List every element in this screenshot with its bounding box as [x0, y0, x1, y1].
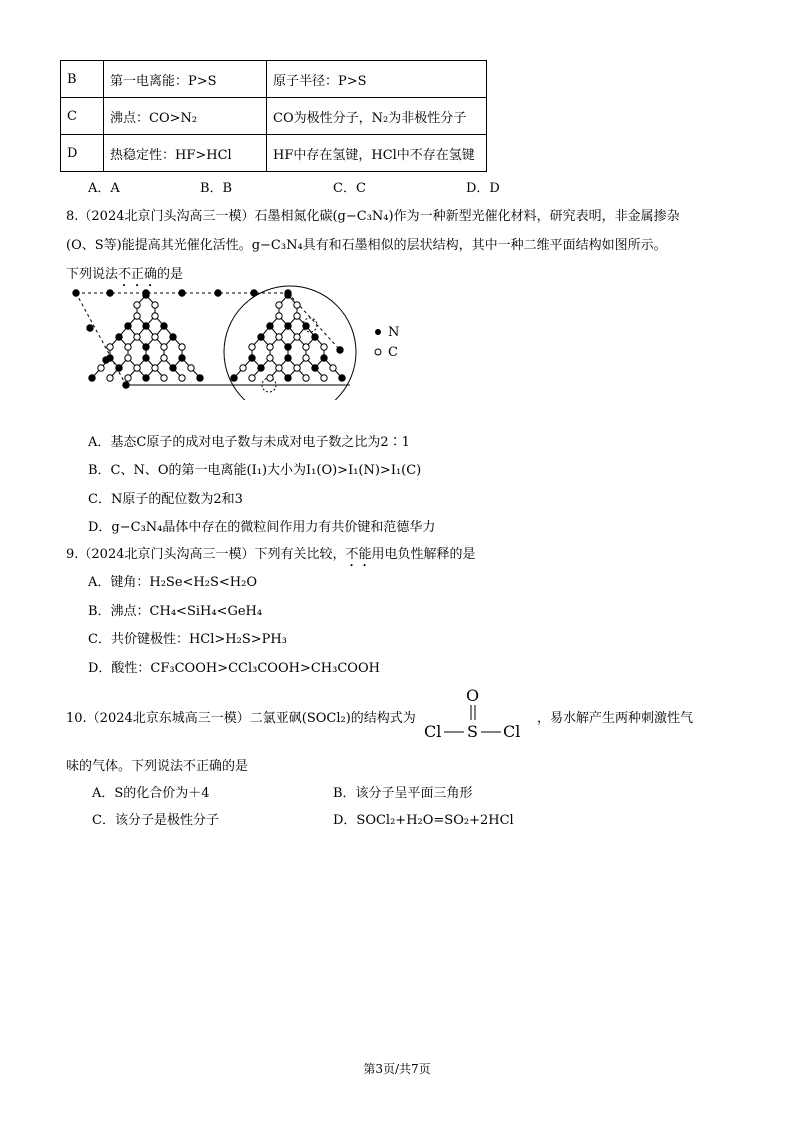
q10-option-c: C．该分子是极性分子: [92, 813, 219, 828]
nitrogen-atom: [116, 334, 122, 340]
q10-stem-part3: 味的气体。下列说法不正确的是: [66, 759, 249, 774]
carbon-atom: [107, 344, 113, 350]
nitrogen-atom: [337, 347, 343, 353]
carbon-atom: [125, 355, 131, 361]
carbon-atom: [161, 355, 167, 361]
nitrogen-atom: [143, 355, 149, 361]
nitrogen-atom: [123, 382, 129, 388]
nitrogen-atom: [285, 344, 291, 350]
carbon-atom: [179, 344, 185, 350]
nitrogen-atom: [303, 323, 309, 329]
q8-stem-post: 的是: [157, 267, 184, 282]
nitrogen-atom: [116, 365, 122, 371]
q10-option-a: A．S的化合价为＋4: [92, 786, 210, 801]
table-cell: CO为极性分子，N₂为非极性分子: [267, 98, 487, 135]
carbon-atom: [134, 365, 140, 371]
q8-option-c: C．N原子的配位数为2和3: [88, 492, 243, 507]
q8-stem-line2: (O、S等)能提高其光催化活性。g−C₃N₄具有和石墨相似的层状结构，其中一种二维平面结构如图所示。: [66, 238, 667, 253]
nitrogen-atom: [285, 323, 291, 329]
q10-option-d: D．SOCl₂+H₂O=SO₂+2HCl: [333, 813, 514, 828]
carbon-atom: [134, 313, 140, 319]
carbon-atom: [267, 355, 273, 361]
table-row: [61, 98, 487, 135]
carbon-atom: [294, 334, 300, 340]
nitrogen-atom: [231, 375, 237, 381]
carbon-atom: [188, 365, 194, 371]
page-footer: 第3页/共7页: [363, 1062, 431, 1076]
carbon-atom: [152, 313, 158, 319]
carbon-atom: [294, 302, 300, 308]
q8-option-a: A．基态C原子的成对电子数与未成对电子数之比为2∶1: [88, 435, 410, 450]
carbon-atom: [276, 302, 282, 308]
q9-stem-pre: 9.（2024北京门头沟高三一模）下列有关比较，: [66, 547, 346, 562]
q9-stem-post: 用电负性解释的是: [371, 547, 476, 562]
g-c3n4-structure-diagram: [60, 280, 420, 400]
carbon-atom: [161, 344, 167, 350]
nitrogen-atom: [312, 334, 318, 340]
legend-c-icon: [375, 349, 381, 355]
carbon-atom: [161, 375, 167, 381]
table-cell: B: [61, 61, 104, 98]
carbon-atom: [330, 365, 336, 371]
carbon-atom: [303, 355, 309, 361]
carbon-atom: [249, 375, 255, 381]
carbon-atom: [267, 375, 273, 381]
table-cell: 第一电离能：P>S: [104, 61, 267, 98]
nitrogen-atom: [312, 365, 318, 371]
nitrogen-atom: [143, 290, 149, 296]
q9-stem-emphasis: 不能: [345, 547, 372, 562]
carbon-atom: [267, 344, 273, 350]
nitrogen-atom: [143, 375, 149, 381]
q8-stem-emphasis: 不正确: [118, 267, 158, 282]
struct-cl-left: Cl: [424, 722, 442, 741]
nitrogen-atom: [125, 323, 131, 329]
carbon-atom: [107, 375, 113, 381]
nitrogen-atom: [179, 355, 185, 361]
table-cell: 热稳定性：HF>HCl: [104, 135, 267, 172]
carbon-atom: [276, 334, 282, 340]
nitrogen-atom: [170, 365, 176, 371]
struct-o: O: [466, 686, 480, 705]
nitrogen-atom: [143, 323, 149, 329]
q7-answer-a: A．A: [88, 181, 120, 196]
q7-answer-c: C．C: [333, 181, 366, 196]
q10-stem-part1: 10.（2024北京东城高三一模）二氯亚砜(SOCl₂)的结构式为: [66, 711, 416, 726]
nitrogen-atom: [89, 375, 95, 381]
carbon-atom: [152, 334, 158, 340]
carbon-atom: [125, 344, 131, 350]
nitrogen-atom: [87, 325, 93, 331]
carbon-atom: [276, 313, 282, 319]
nitrogen-atom: [107, 290, 113, 296]
nitrogen-atom: [215, 290, 221, 296]
nitrogen-atom: [170, 334, 176, 340]
q9-option-d: D．酸性：CF₃COOH>CCl₃COOH>CH₃COOH: [88, 661, 380, 676]
nitrogen-atom: [339, 375, 345, 381]
q8-stem-line1: 8.（2024北京门头沟高三一模）石墨相氮化碳(g−C₃N₄)作为一种新型光催化材料，研究表明，非金属掺杂: [66, 209, 680, 224]
carbon-atom: [276, 365, 282, 371]
nitrogen-atom: [285, 375, 291, 381]
carbon-atom: [125, 375, 131, 381]
legend-n-icon: [375, 329, 381, 335]
nitrogen-atom: [285, 355, 291, 361]
struct-s: S: [467, 722, 478, 741]
carbon-atom: [321, 344, 327, 350]
table-cell: 沸点：CO>N₂: [104, 98, 267, 135]
carbon-atom: [134, 334, 140, 340]
magnified-region-circle: [224, 286, 356, 400]
nitrogen-atom: [161, 323, 167, 329]
nitrogen-atom: [258, 334, 264, 340]
nitrogen-atom: [251, 290, 257, 296]
q9-option-c: C．共价键极性：HCl>H₂S>PH₃: [88, 632, 287, 647]
nitrogen-atom: [179, 290, 185, 296]
q9-option-a: A．键角：H₂Se<H₂S<H₂O: [88, 575, 257, 590]
nitrogen-atom: [197, 375, 203, 381]
q10-stem-part2: ，易水解产生两种刺激性气: [537, 711, 694, 726]
nitrogen-atom: [143, 344, 149, 350]
q7-options-table: [60, 60, 487, 172]
q9-stem: [66, 543, 476, 570]
carbon-atom: [179, 375, 185, 381]
struct-cl-right: Cl: [503, 722, 521, 741]
carbon-atom: [249, 344, 255, 350]
table-row: [61, 61, 487, 98]
q10-option-b: B．该分子呈平面三角形: [333, 786, 473, 801]
carbon-atom: [152, 365, 158, 371]
table-cell: HF中存在氢键，HCl中不存在氢键: [267, 135, 487, 172]
carbon-atom: [303, 344, 309, 350]
q9-option-b: B．沸点：CH₄<SiH₄<GeH₄: [88, 604, 263, 619]
q8-option-b: B．C、N、O的第一电离能(I₁)大小为I₁(O)>I₁(N)>I₁(C): [88, 463, 422, 478]
carbon-atom: [294, 365, 300, 371]
q8-option-d: D．g−C₃N₄晶体中存在的微粒间作用力有共价键和范德华力: [88, 520, 436, 535]
nitrogen-atom: [321, 355, 327, 361]
table-row: [61, 135, 487, 172]
legend-c-label: C: [388, 345, 398, 360]
nitrogen-atom: [73, 290, 79, 296]
socl2-structure-formula: [420, 684, 530, 744]
q7-answer-d: D．D: [466, 181, 500, 196]
nitrogen-atom: [267, 323, 273, 329]
nitrogen-atom: [103, 357, 109, 363]
carbon-atom: [303, 375, 309, 381]
table-cell: 原子半径：P>S: [267, 61, 487, 98]
nitrogen-atom: [249, 355, 255, 361]
nitrogen-atom: [258, 365, 264, 371]
carbon-atom: [294, 313, 300, 319]
table-cell: D: [61, 135, 104, 172]
table-cell: C: [61, 98, 104, 135]
q8-stem-pre: 下列说法: [66, 267, 119, 282]
carbon-atom: [152, 302, 158, 308]
carbon-atom: [98, 365, 104, 371]
carbon-atom: [240, 365, 246, 371]
carbon-atom: [134, 302, 140, 308]
nitrogen-atom: [285, 290, 291, 296]
legend-n-label: N: [388, 325, 400, 340]
carbon-atom: [321, 375, 327, 381]
q7-answer-b: B．B: [200, 181, 233, 196]
